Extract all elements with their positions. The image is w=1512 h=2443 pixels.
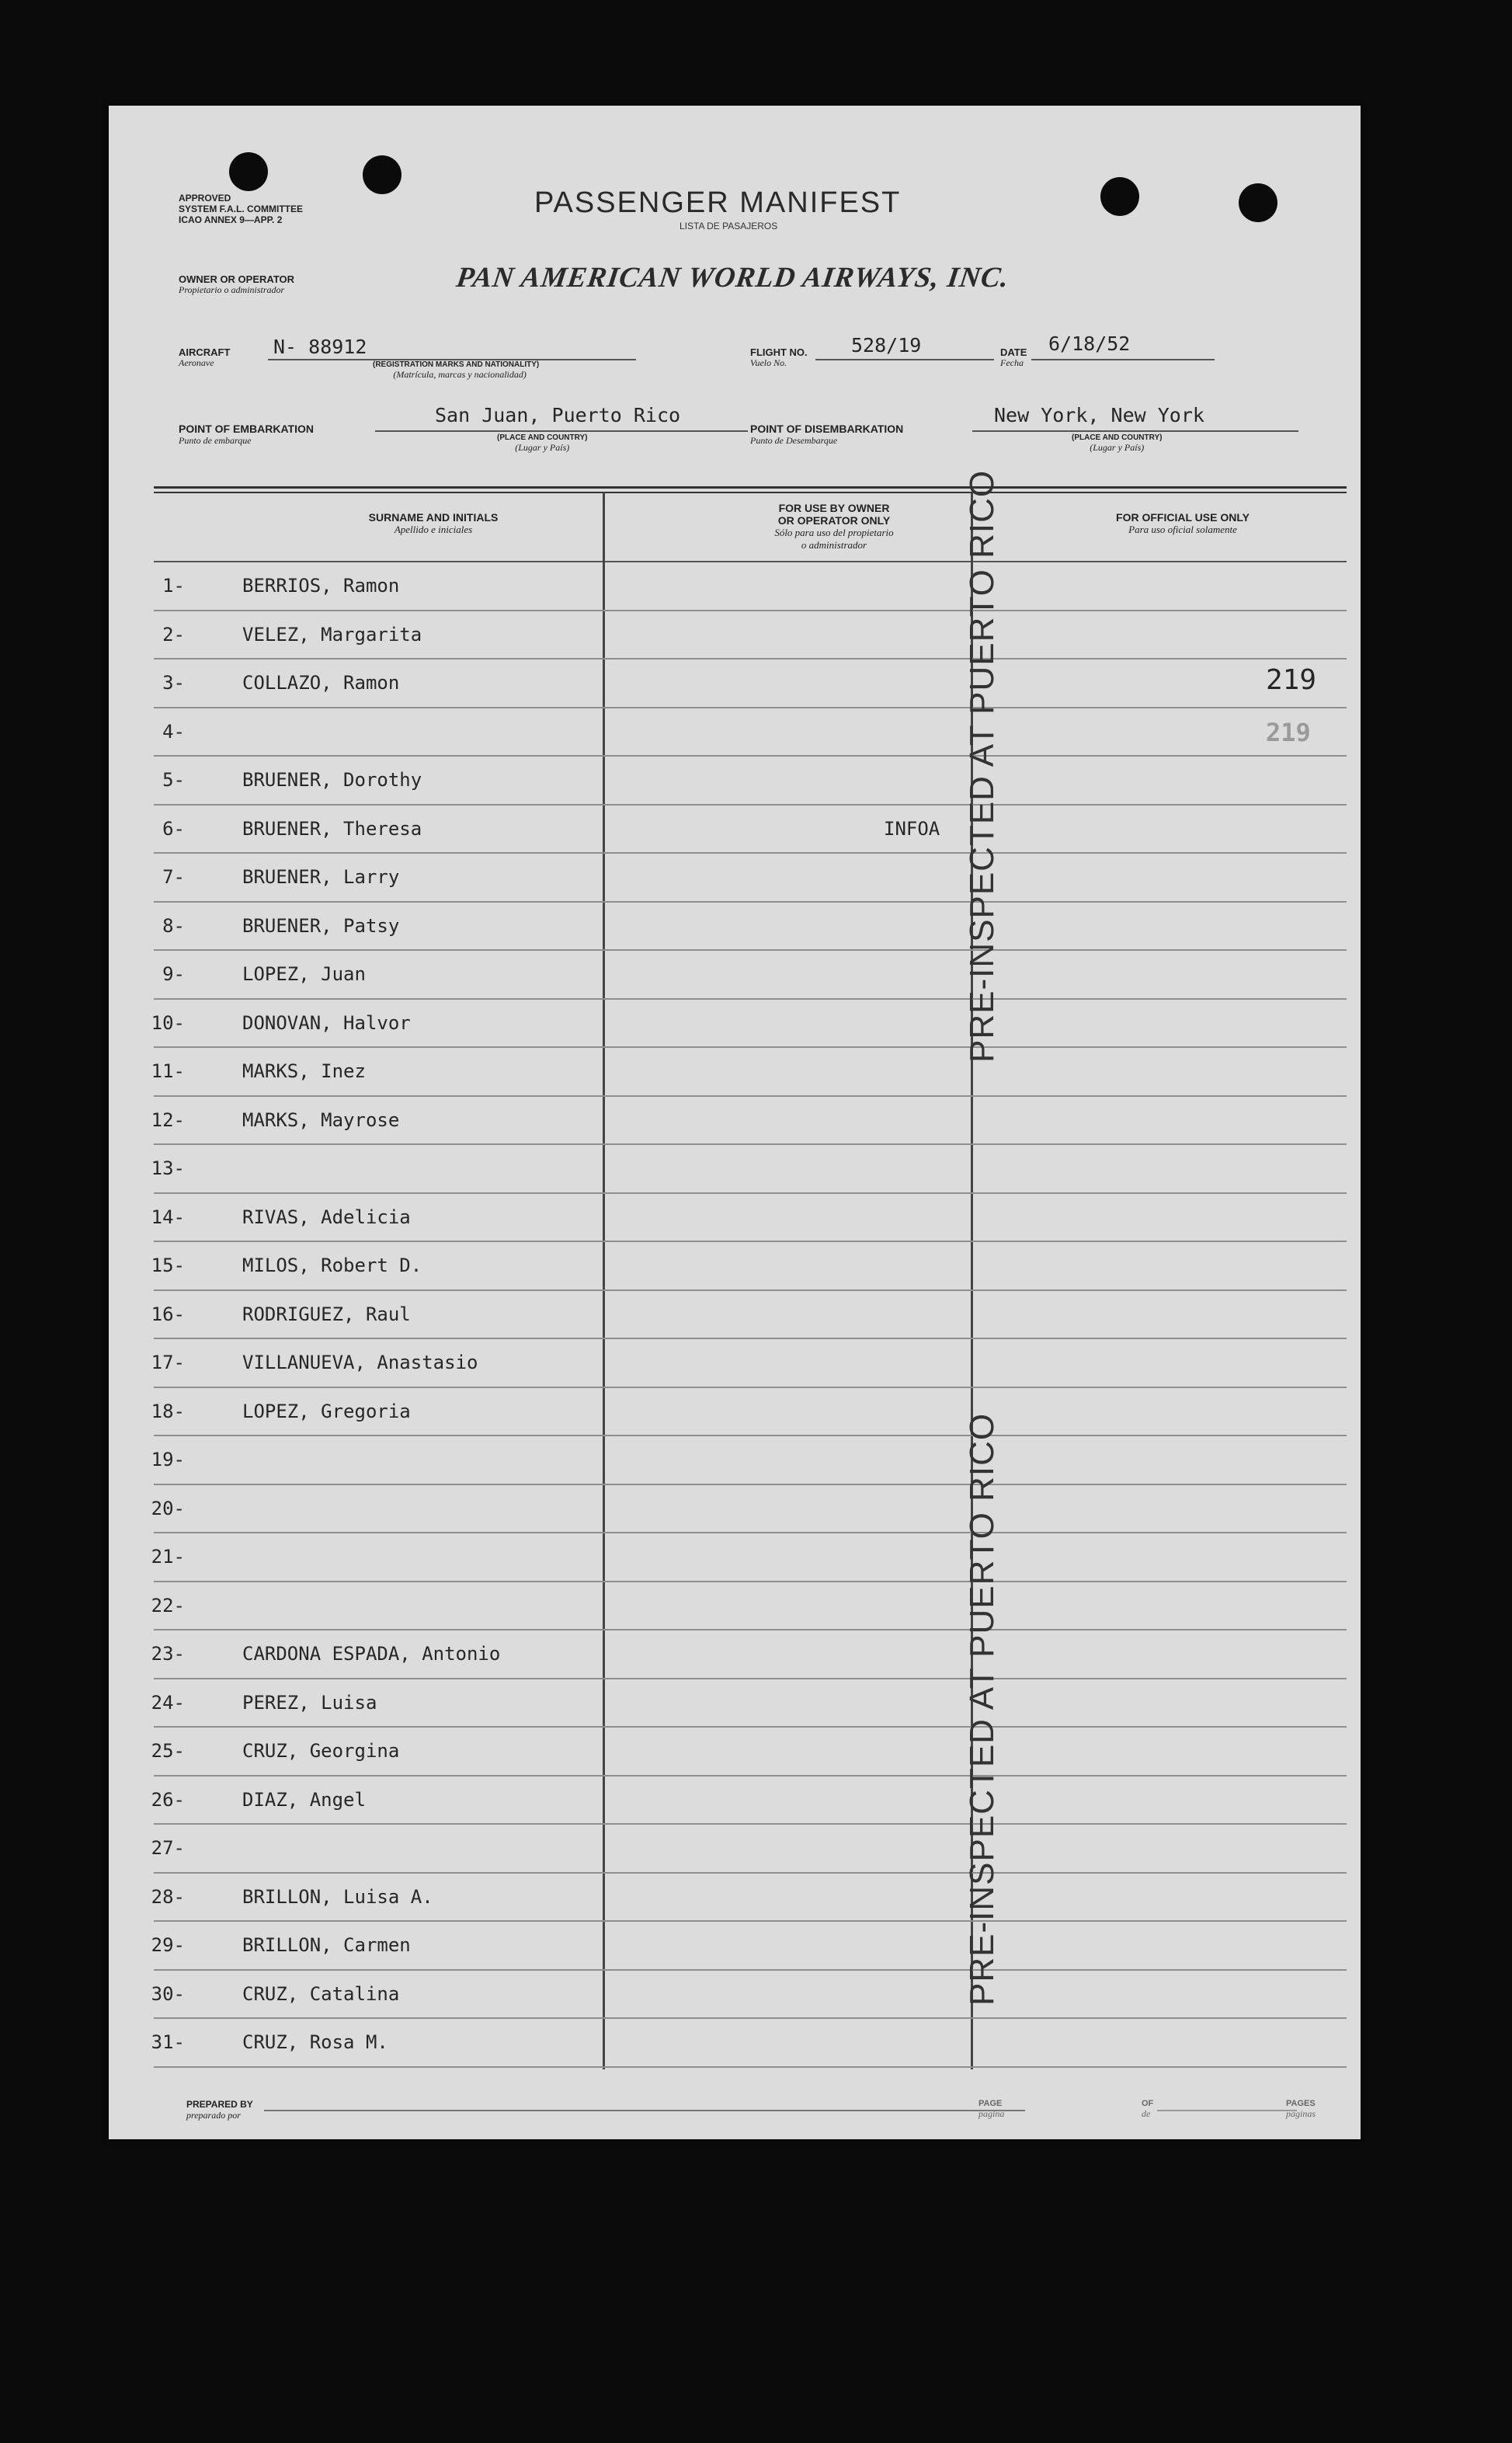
approval-line: SYSTEM F.A.L. COMMITTEE bbox=[179, 204, 304, 214]
table-row bbox=[151, 1242, 1347, 1291]
row-number: 14- bbox=[151, 1206, 185, 1228]
table-row bbox=[151, 1679, 1347, 1728]
row-number: 17- bbox=[151, 1352, 185, 1373]
aircraft-label: AIRCRAFT bbox=[179, 346, 231, 358]
of-label: OF bbox=[1142, 2099, 1154, 2108]
row-number: 19- bbox=[151, 1449, 185, 1470]
owner-label: OWNER OR OPERATOR bbox=[179, 273, 295, 285]
table-row bbox=[151, 1533, 1347, 1582]
row-number: 2- bbox=[162, 623, 185, 646]
passenger-name: MILOS, Robert D. bbox=[242, 1255, 422, 1276]
table-row bbox=[151, 1388, 1347, 1437]
row-number: 30- bbox=[151, 1982, 185, 2005]
of-label-es: de bbox=[1142, 2108, 1151, 2119]
row-number: 22- bbox=[151, 1594, 185, 1616]
punch-hole bbox=[1100, 177, 1139, 216]
table-row bbox=[151, 1436, 1347, 1485]
passenger-name: CRUZ, Catalina bbox=[242, 1982, 400, 2005]
row-number: 3- bbox=[162, 672, 185, 694]
row-number: 18- bbox=[151, 1400, 185, 1422]
passenger-name: BRILLON, Luisa A. bbox=[242, 1885, 433, 1908]
disembark-value: New York, New York bbox=[994, 404, 1204, 426]
row-number: 23- bbox=[151, 1643, 185, 1665]
passenger-name: DIAZ, Angel bbox=[242, 1788, 366, 1811]
date-value: 6/18/52 bbox=[1048, 332, 1131, 355]
row-number: 24- bbox=[151, 1691, 185, 1714]
table-top-rule bbox=[154, 486, 1347, 489]
row-number: 26- bbox=[151, 1788, 185, 1811]
row-number: 1- bbox=[162, 575, 185, 597]
table-row bbox=[151, 1194, 1347, 1243]
row-number: 15- bbox=[151, 1255, 185, 1276]
passenger-name: BRUENER, Larry bbox=[242, 866, 400, 888]
pages-label-es: paginas bbox=[1286, 2108, 1316, 2119]
row-number: 28- bbox=[151, 1885, 185, 1908]
passenger-name: MARKS, Mayrose bbox=[242, 1108, 400, 1131]
passenger-name: VELEZ, Margarita bbox=[242, 623, 422, 646]
registration-caption bbox=[373, 360, 539, 381]
table-row bbox=[151, 1922, 1347, 1971]
row-number: 16- bbox=[151, 1303, 185, 1325]
preinspected-stamp: PRE-INSPECTED AT PUERTO RICO bbox=[963, 1412, 1001, 2006]
table-row bbox=[151, 1097, 1347, 1146]
row-number: 6- bbox=[162, 817, 185, 840]
passenger-name: CRUZ, Rosa M. bbox=[242, 2031, 388, 2053]
registration-caption-es: (Matrícula, marcas y nacionalidad) bbox=[393, 369, 527, 380]
passenger-name: BRUENER, Patsy bbox=[242, 914, 400, 937]
row-number: 8- bbox=[162, 914, 185, 937]
table-row bbox=[154, 903, 1347, 952]
row-number: 13- bbox=[151, 1157, 185, 1179]
approval-note bbox=[179, 193, 303, 225]
table-row bbox=[154, 757, 1347, 806]
place-caption-es: (Lugar y País) bbox=[515, 442, 570, 453]
passenger-name: BRILLON, Carmen bbox=[242, 1934, 411, 1956]
owner-use-cell: INFOA bbox=[884, 817, 940, 840]
table-row bbox=[151, 1971, 1347, 2020]
column-header-official bbox=[1016, 511, 1350, 536]
page-label: PAGE bbox=[978, 2099, 1003, 2108]
manifest-sheet bbox=[109, 106, 1361, 2139]
col2-header-es-line: Sólo para uso del propietario bbox=[774, 527, 894, 538]
prepared-label-es: preparado por bbox=[186, 2110, 241, 2121]
col2-header-line: FOR USE BY OWNER bbox=[778, 502, 890, 514]
official-use-cell: 219 bbox=[1266, 717, 1311, 747]
row-number: 27- bbox=[151, 1837, 185, 1859]
owner-label-es: Propietario o administrador bbox=[179, 284, 285, 295]
embark-label: POINT OF EMBARKATION bbox=[179, 423, 314, 435]
flight-underline bbox=[815, 359, 994, 360]
row-number: 10- bbox=[151, 1011, 185, 1034]
pages-label: PAGES bbox=[1286, 2099, 1316, 2108]
official-use-cell: 219 bbox=[1266, 664, 1317, 696]
col3-header-es: Para uso oficial solamente bbox=[1128, 524, 1237, 535]
owner-value: PAN AMERICAN WORLD AIRWAYS, INC. bbox=[454, 262, 1012, 294]
disembark-underline bbox=[972, 430, 1298, 432]
passenger-name: CARDONA ESPADA, Antonio bbox=[242, 1643, 501, 1665]
passenger-name: VILLANUEVA, Anastasio bbox=[242, 1352, 478, 1373]
col3-header: FOR OFFICIAL USE ONLY bbox=[1116, 511, 1250, 524]
embark-place-caption bbox=[497, 433, 587, 454]
aircraft-value: N- 88912 bbox=[273, 336, 367, 358]
table-row bbox=[154, 951, 1347, 1000]
prepared-label: PREPARED BY bbox=[186, 2099, 253, 2110]
passenger-name: BERRIOS, Ramon bbox=[242, 575, 400, 597]
row-rule bbox=[154, 2066, 1347, 2068]
table-row bbox=[151, 1145, 1347, 1194]
table-row bbox=[151, 1777, 1347, 1825]
passenger-name: PEREZ, Luisa bbox=[242, 1691, 377, 1714]
passenger-name: BRUENER, Theresa bbox=[242, 817, 422, 840]
form-title: PASSENGER MANIFEST bbox=[534, 186, 902, 219]
place-caption: (PLACE AND COUNTRY) bbox=[497, 433, 588, 442]
passenger-name: RIVAS, Adelicia bbox=[242, 1206, 411, 1228]
flight-value: 528/19 bbox=[851, 334, 922, 357]
pages-underline bbox=[1157, 2110, 1297, 2111]
passenger-name: RODRIGUEZ, Raul bbox=[242, 1303, 411, 1325]
approval-line: ICAO ANNEX 9—APP. 2 bbox=[179, 214, 283, 225]
row-number: 5- bbox=[162, 769, 185, 791]
place-caption-es: (Lugar y País) bbox=[1090, 442, 1145, 453]
table-row bbox=[151, 1825, 1347, 1874]
table-row bbox=[151, 1048, 1347, 1097]
table-row bbox=[151, 1582, 1347, 1631]
row-number: 4- bbox=[162, 720, 185, 743]
approval-line: APPROVED bbox=[179, 193, 231, 204]
passenger-name: LOPEZ, Gregoria bbox=[242, 1400, 411, 1422]
preinspected-stamp: PRE-INSPECTED AT PUERTO RICO bbox=[963, 469, 1001, 1063]
table-row bbox=[151, 1630, 1347, 1679]
passenger-name: BRUENER, Dorothy bbox=[242, 769, 422, 791]
date-label: DATE bbox=[1000, 346, 1027, 358]
table-row bbox=[154, 854, 1347, 903]
passenger-name: CRUZ, Georgina bbox=[242, 1740, 400, 1762]
table-row bbox=[151, 1728, 1347, 1777]
punch-hole bbox=[363, 155, 401, 194]
embark-value: San Juan, Puerto Rico bbox=[435, 404, 681, 426]
table-row bbox=[154, 659, 1347, 708]
passenger-name: DONOVAN, Halvor bbox=[242, 1011, 411, 1034]
page-label-es: pagina bbox=[978, 2108, 1005, 2119]
row-number: 21- bbox=[151, 1546, 185, 1568]
flight-label-es: Vuelo No. bbox=[750, 357, 787, 368]
embark-underline bbox=[375, 430, 748, 432]
table-row bbox=[154, 708, 1347, 757]
row-number: 7- bbox=[162, 866, 185, 888]
row-number: 9- bbox=[162, 963, 185, 985]
form-title-es: LISTA DE PASAJEROS bbox=[680, 221, 778, 231]
table-row bbox=[154, 806, 1347, 854]
table-row bbox=[151, 1485, 1347, 1534]
col2-header-line: OR OPERATOR ONLY bbox=[777, 514, 891, 527]
punch-hole bbox=[229, 152, 268, 191]
passenger-name: MARKS, Inez bbox=[242, 1060, 366, 1082]
table-top-rule bbox=[154, 492, 1347, 493]
prepared-underline bbox=[264, 2110, 1025, 2111]
row-number: 12- bbox=[151, 1108, 185, 1131]
disembark-place-caption bbox=[1072, 433, 1162, 454]
row-number: 11- bbox=[151, 1060, 185, 1082]
punch-hole bbox=[1239, 183, 1277, 222]
registration-caption-text: (REGISTRATION MARKS AND NATIONALITY) bbox=[373, 360, 540, 369]
passenger-table bbox=[151, 469, 1347, 2172]
flight-label: FLIGHT NO. bbox=[750, 346, 808, 358]
row-number: 25- bbox=[151, 1740, 185, 1762]
table-row bbox=[154, 611, 1347, 660]
date-underline bbox=[1031, 359, 1215, 360]
table-row bbox=[151, 2019, 1347, 2068]
col2-header-es-line: o administrador bbox=[801, 539, 867, 551]
column-header-names bbox=[185, 511, 682, 536]
table-row bbox=[151, 1000, 1347, 1049]
row-number: 29- bbox=[151, 1934, 185, 1956]
table-row bbox=[151, 1339, 1347, 1388]
table-row bbox=[151, 1291, 1347, 1340]
passenger-name: COLLAZO, Ramon bbox=[242, 672, 400, 694]
table-row bbox=[151, 1874, 1347, 1923]
date-label-es: Fecha bbox=[1000, 357, 1024, 368]
disembark-label: POINT OF DISEMBARKATION bbox=[750, 423, 904, 435]
row-number: 20- bbox=[151, 1497, 185, 1519]
row-number: 31- bbox=[151, 2031, 185, 2053]
passenger-name: LOPEZ, Juan bbox=[242, 963, 366, 985]
col1-header-es: Apellido e iniciales bbox=[394, 524, 473, 535]
embark-label-es: Punto de embarque bbox=[179, 435, 252, 446]
place-caption: (PLACE AND COUNTRY) bbox=[1072, 433, 1163, 442]
table-row bbox=[154, 562, 1347, 611]
col1-header: SURNAME AND INITIALS bbox=[368, 511, 499, 524]
aircraft-label-es: Aeronave bbox=[179, 357, 214, 368]
disembark-label-es: Punto de Desembarque bbox=[750, 435, 838, 446]
